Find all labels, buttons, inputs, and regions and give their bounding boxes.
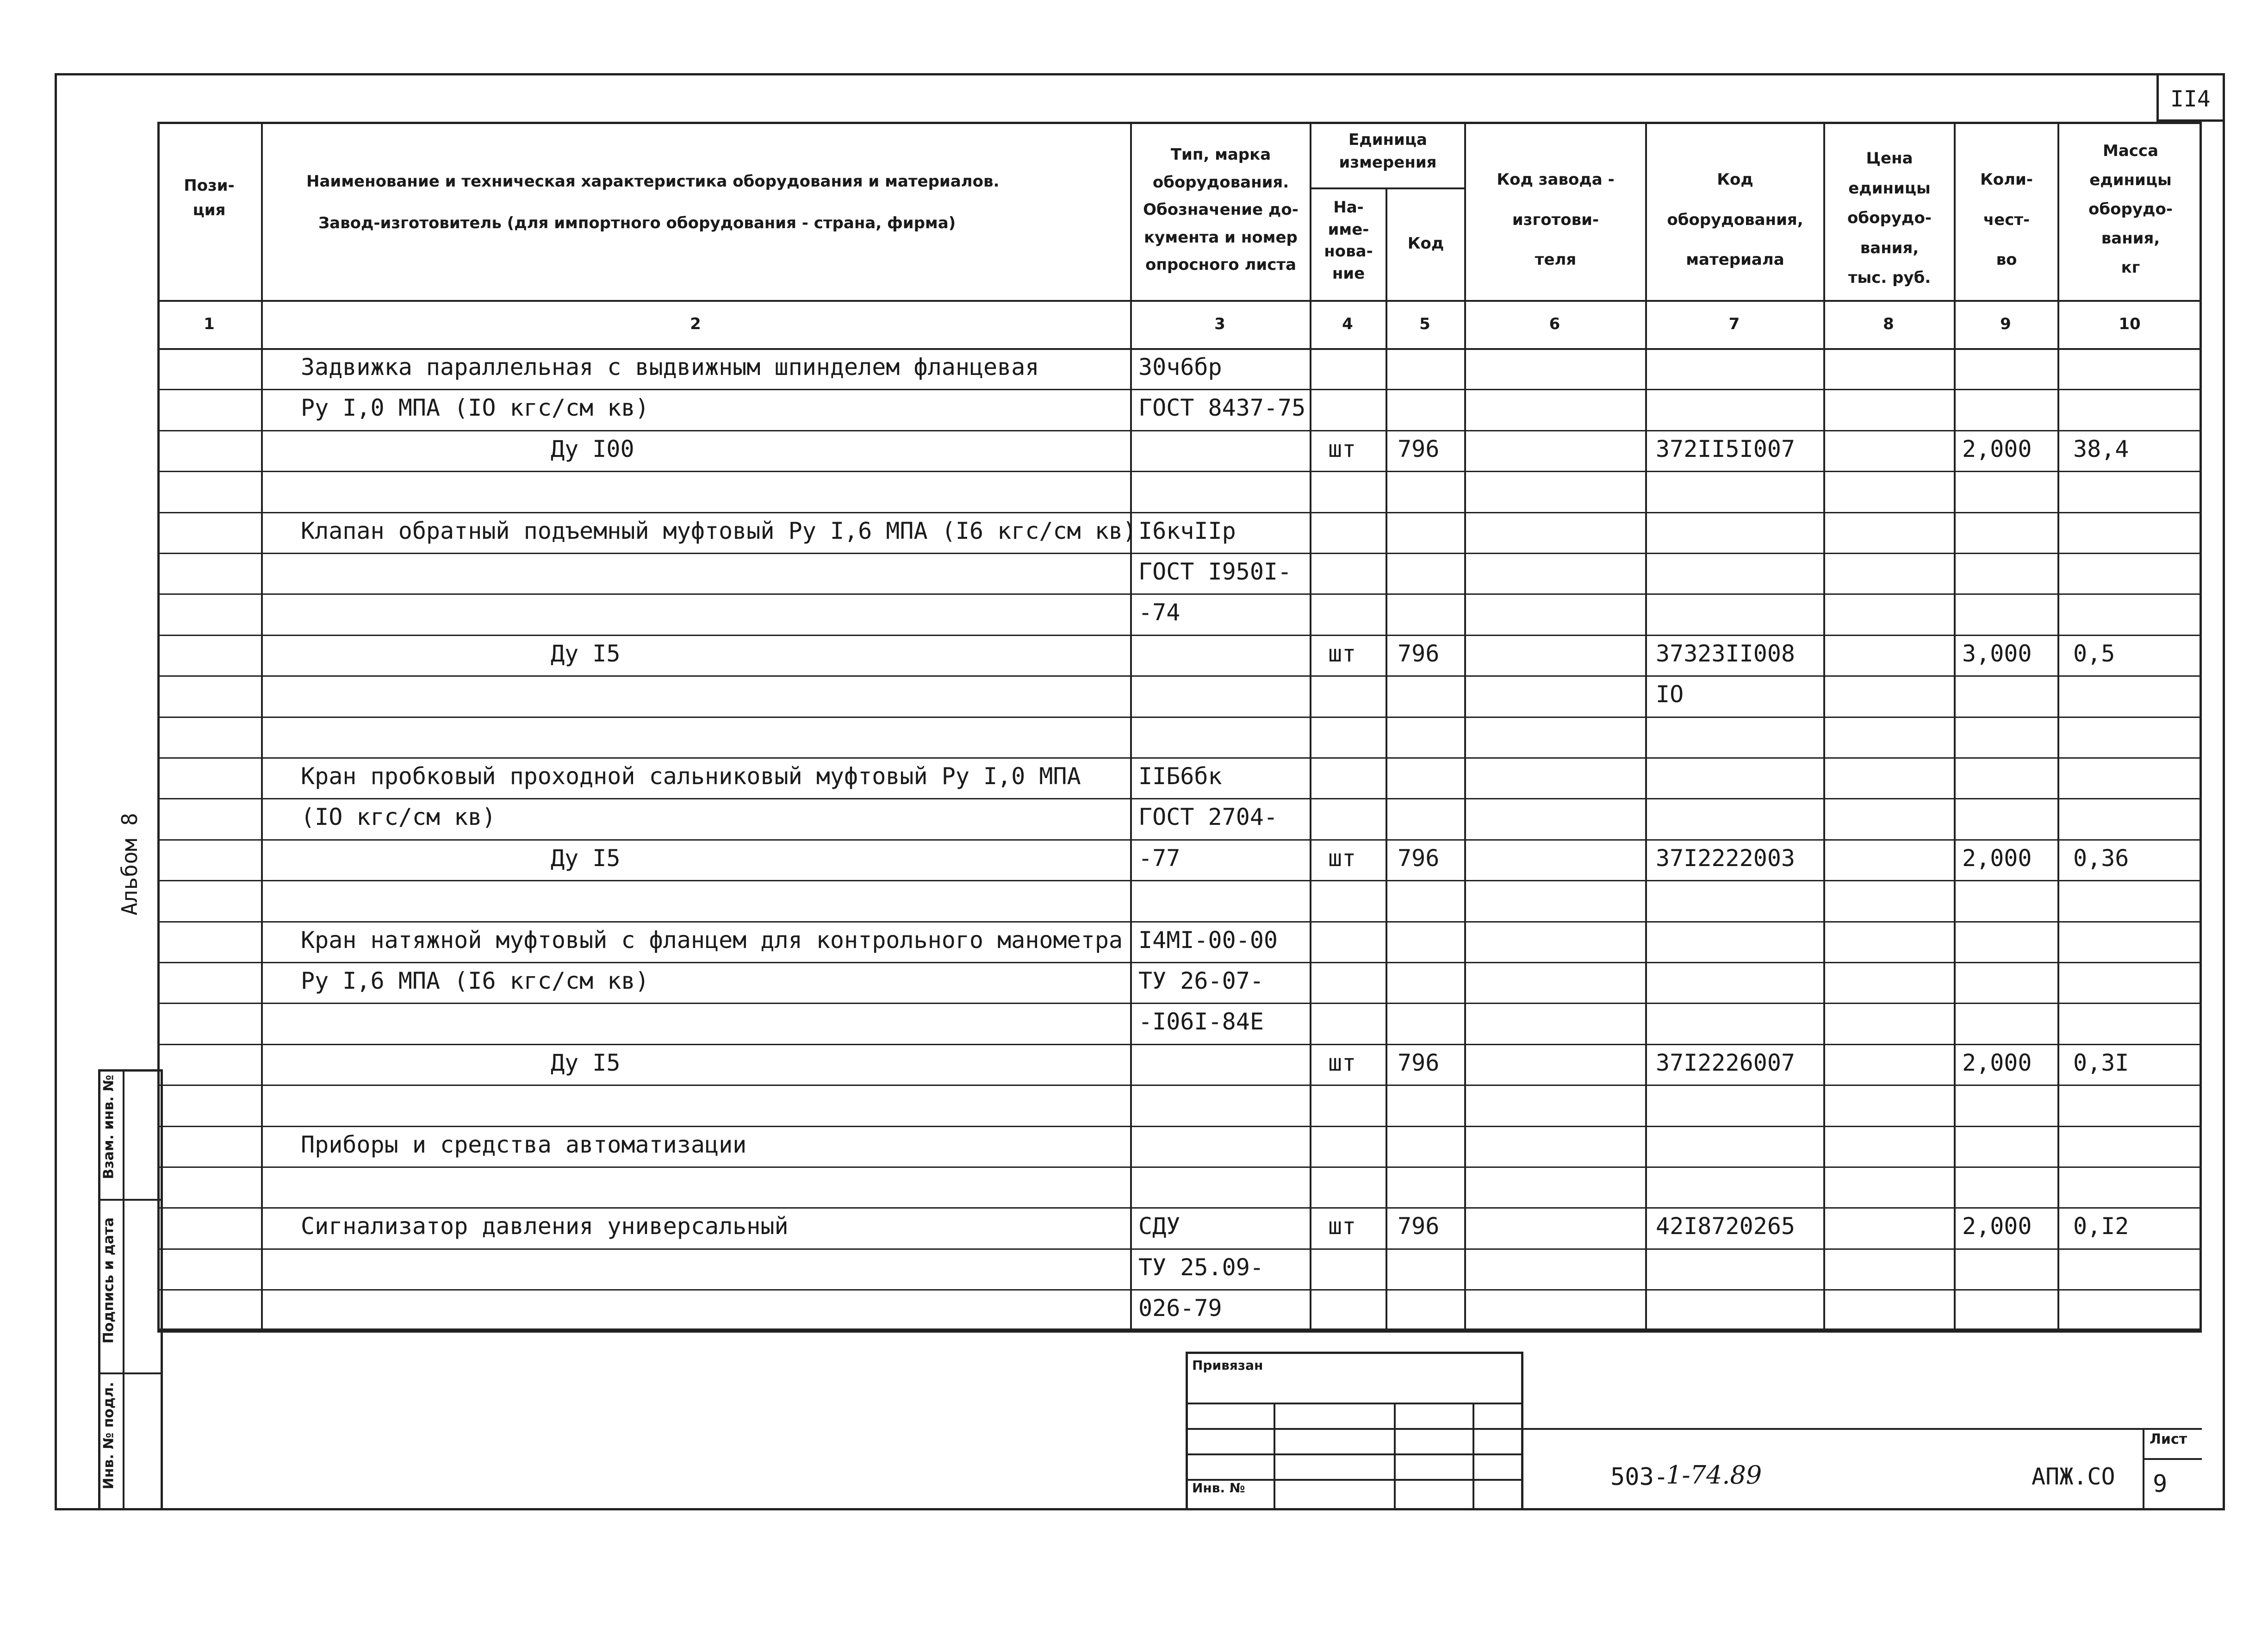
row-name: Ду I00 <box>551 436 634 462</box>
row-type: ГОСТ I950I- <box>1138 558 1292 585</box>
row-type: ГОСТ 8437-75 <box>1138 394 1306 421</box>
privyazan-label: Привязан <box>1192 1358 1263 1373</box>
inv-podl-label: Инв. № подл. <box>100 1382 117 1490</box>
row-unit-code: 796 <box>1398 845 1440 872</box>
row-name: Приборы и средства автоматизации <box>301 1131 747 1158</box>
row-type: ТУ 26-07- <box>1138 967 1264 994</box>
colnum-8: 8 <box>1883 315 1894 333</box>
row-type: -77 <box>1138 845 1181 872</box>
row-mass: 0,I2 <box>2073 1213 2129 1240</box>
album-label: Альбом 8 <box>117 813 142 916</box>
colnum-1: 1 <box>204 315 215 333</box>
header-equip-code: Код оборудования, материала <box>1667 170 1803 269</box>
colnum-4: 4 <box>1342 315 1353 333</box>
row-type: 30ч6бр <box>1138 354 1222 380</box>
podpis-data-label: Подпись и дата <box>100 1217 117 1344</box>
header-unit-name: На- име- нова- ние <box>1324 198 1373 283</box>
row-type: ТУ 25.09- <box>1138 1254 1264 1281</box>
row-type: I4МI-00-00 <box>1138 927 1278 954</box>
row-qty: 2,000 <box>1962 1213 2032 1240</box>
colnum-7: 7 <box>1728 315 1740 333</box>
colnum-10: 10 <box>2119 315 2141 333</box>
row-mass: 0,36 <box>2073 845 2129 872</box>
colnum-2: 2 <box>690 315 701 333</box>
row-name: Ду I5 <box>551 640 621 667</box>
row-type: ГОСТ 2704- <box>1138 804 1278 830</box>
row-qty: 2,000 <box>1962 845 2032 872</box>
row-name: Задвижка параллельная с выдвижным шпинделем фланцевая <box>301 354 1039 380</box>
row-name: Ду I5 <box>551 845 621 872</box>
row-unit: шт <box>1328 1049 1356 1076</box>
row-qty: 2,000 <box>1962 436 2032 462</box>
vzam-inv-label: Взам. инв. № <box>100 1074 117 1179</box>
row-equip-code: 37I2222003 <box>1656 845 1796 872</box>
row-name: Клапан обратный подъемный муфтовый Ру I,6 МПА (I6 кгс/см кв) <box>301 518 1137 544</box>
header-unit-group: Единица измерения <box>1339 131 1437 172</box>
sheet-number: 9 <box>2153 1470 2168 1498</box>
header-mass: Масса единицы оборудо- вания, кг <box>2088 142 2173 277</box>
header-plant-code: Код завода - изготови- теля <box>1497 170 1615 269</box>
doc-code-handwritten: 1-74.89 <box>1666 1460 1762 1490</box>
row-equip-code: IO <box>1656 681 1684 708</box>
row-name: Кран пробковый проходной сальниковый муфтовый Ру I,0 МПА <box>301 763 1081 790</box>
row-mass: 0,3I <box>2073 1049 2129 1076</box>
inv-no-label: Инв. № <box>1192 1480 1245 1496</box>
row-equip-code: 37323II008 <box>1656 640 1796 667</box>
row-equip-code: 372II5I007 <box>1656 436 1796 462</box>
colnum-9: 9 <box>2000 315 2011 333</box>
row-qty: 2,000 <box>1962 1049 2032 1076</box>
row-type: -74 <box>1138 599 1181 626</box>
colnum-5: 5 <box>1419 315 1430 333</box>
doc-code: 503- <box>1610 1463 1669 1491</box>
row-type: I6кчIIр <box>1138 518 1236 544</box>
row-unit-code: 796 <box>1398 640 1440 667</box>
row-unit-code: 796 <box>1398 1049 1440 1076</box>
sheet-label: Лист <box>2150 1431 2187 1447</box>
row-unit: шт <box>1328 640 1356 667</box>
row-type: 026-79 <box>1138 1295 1222 1322</box>
header-price: Цена единицы оборудо- вания, тыс. руб. <box>1847 149 1932 287</box>
row-equip-code: 42I8720265 <box>1656 1213 1796 1240</box>
row-unit: шт <box>1328 845 1356 872</box>
row-qty: 3,000 <box>1962 640 2032 667</box>
row-unit: шт <box>1328 436 1356 462</box>
row-unit: шт <box>1328 1213 1356 1240</box>
row-type: -I06I-84Е <box>1138 1008 1264 1035</box>
header-type: Тип, марка оборудования. Обозначение до- кумента и номер опросного листа <box>1143 145 1299 274</box>
header-quantity: Коли- чест- во <box>1980 170 2033 269</box>
row-name: Сигнализатор давления универсальный <box>301 1213 789 1240</box>
row-name: Кран натяжной муфтовый с фланцем для контрольного манометра <box>301 927 1123 954</box>
row-mass: 38,4 <box>2073 436 2129 462</box>
row-equip-code: 37I2226007 <box>1656 1049 1796 1076</box>
row-mass: 0,5 <box>2073 640 2115 667</box>
header-unit-code: Код <box>1407 234 1444 253</box>
colnum-6: 6 <box>1549 315 1560 333</box>
header-name-line1: Наименование и техническая характеристика оборудования и материалов. <box>306 172 1000 191</box>
row-name: Ру I,6 МПА (I6 кгс/см кв) <box>301 967 649 994</box>
row-unit-code: 796 <box>1398 1213 1440 1240</box>
row-name: Ду I5 <box>551 1049 621 1076</box>
row-unit-code: 796 <box>1398 436 1440 462</box>
row-name: Ру I,0 МПА (IO кгс/см кв) <box>301 394 649 421</box>
header-name-line2: Завод-изготовитель (для импортного оборудования - страна, фирма) <box>318 214 956 232</box>
doc-mark: АПЖ.СО <box>2032 1463 2115 1490</box>
row-type: IIБ6бк <box>1138 763 1222 790</box>
corner-sheet-number: II4 <box>2170 86 2211 112</box>
row-type: СДУ <box>1138 1213 1181 1240</box>
row-name: (IO кгс/см кв) <box>301 804 496 830</box>
colnum-3: 3 <box>1214 315 1225 333</box>
header-position: Пози- ция <box>184 176 235 219</box>
